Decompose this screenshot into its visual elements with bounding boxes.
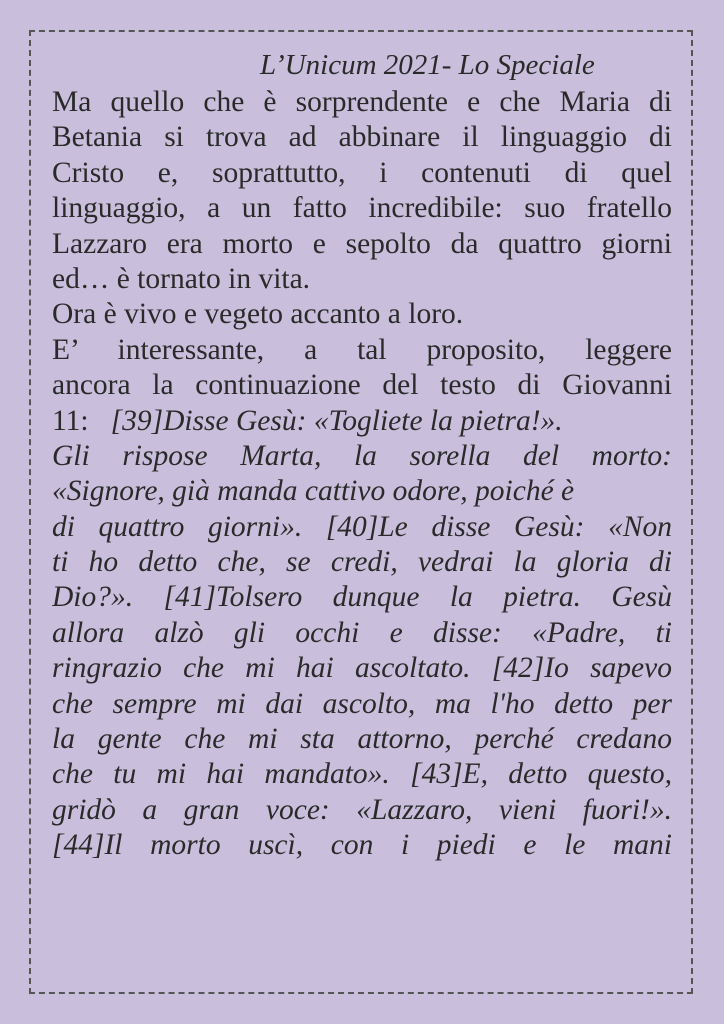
quote-text-line: [39]Disse Gesù: «Togliete la pietra!». [110,404,563,437]
text-line: Ora è vivo e vegeto accanto a loro. [52,298,464,331]
text-line: Ma quello che è sorprendente e che Maria di [52,86,672,118]
text-line: Lazzaro era morto e sepolto da quattro giorni [52,227,672,260]
quote-text-line: di quattro giorni». [40]Le disse Gesù: «Non [52,510,672,543]
text-line: linguaggio, a un fatto incredibile: suo fratello [52,192,672,225]
quote-text-line: che sempre mi dai ascolto, ma l'ho detto per [52,687,672,720]
quote-text-line: allora alzò gli occhi e disse: «Padre, ti [52,616,672,649]
text-line: ancora la continuazione del testo di Giovanni [52,369,672,402]
quote-text-line: ringrazio che mi hai ascoltato. [42]Io sapevo [52,652,672,685]
quote-text-line: ti ho detto che, se credi, vedrai la gloria di [52,546,672,579]
quote-text-line: la gente che mi sta attorno, perché credano [52,723,672,756]
text-line: E’ interessante, a tal proposito, leggere [52,333,672,366]
quote-text-line: «Signore, già manda cattivo odore, poiché è [52,475,575,508]
quote-text-line: Gli rispose Marta, la sorella del morto: [52,439,672,472]
quote-text-line: gridò a gran voce: «Lazzaro, vieni fuori!». [52,793,672,826]
text-line: Betania si trova ad abbinare il linguaggio di [52,121,672,154]
text-line-mixed [52,404,672,439]
text-line-prefix: 11: [52,404,89,437]
text-line: ed… è tornato in vita. [52,262,311,295]
quote-text-line: che tu mi hai mandato». [43]E, detto questo, [52,758,672,791]
quote-text-line: [44]Il morto uscì, con i piedi e le mani [52,829,672,862]
quote-text-line: Dio?». [41]Tolsero dunque la pietra. Gesù [52,581,672,614]
body-text [52,85,672,864]
page-header-title: L’Unicum 2021- Lo Speciale [260,49,595,81]
text-line: Cristo e, soprattutto, i contenuti di quel [52,156,672,189]
